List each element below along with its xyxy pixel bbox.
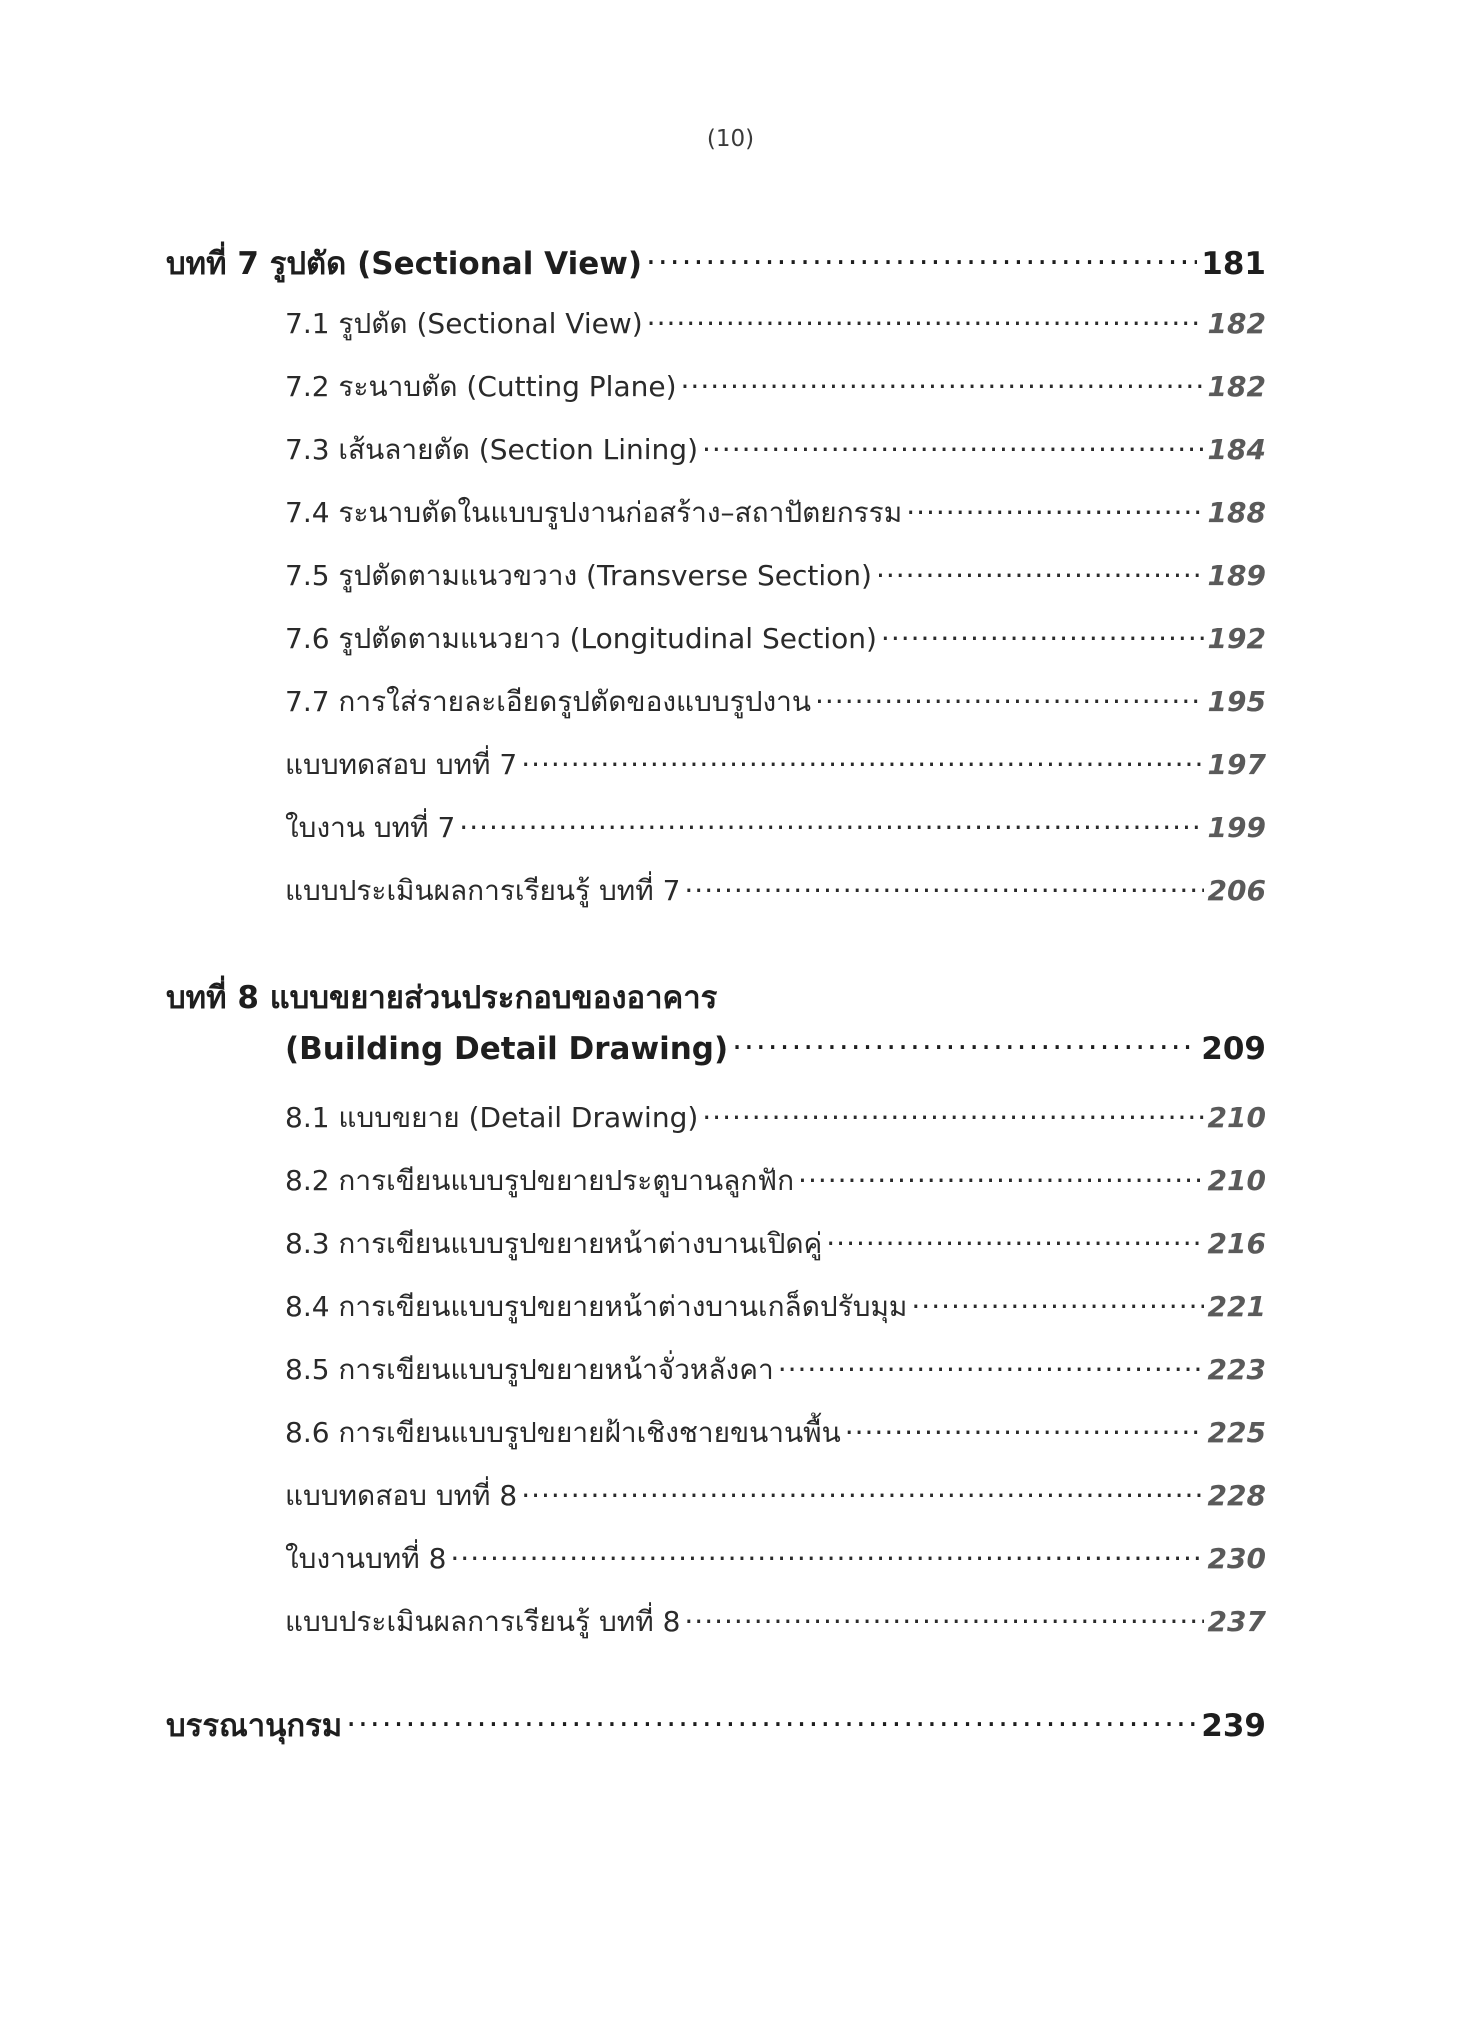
bibliography-heading[interactable] — [166, 1700, 1266, 1750]
entry-page: 206 — [1207, 874, 1266, 907]
entry-page: 199 — [1207, 811, 1266, 844]
entry-label: 8.1 แบบขยาย (Detail Drawing) — [285, 1101, 699, 1134]
bibliography-title: บรรณานุกรม — [166, 1708, 343, 1744]
toc-entry-8-6[interactable] — [285, 1411, 1266, 1455]
dot-leader — [881, 620, 1204, 648]
entry-page: 184 — [1207, 433, 1266, 466]
chapter-7-page: 181 — [1201, 246, 1266, 282]
entry-page: 182 — [1207, 370, 1266, 403]
toc-entry-8-4[interactable] — [285, 1285, 1266, 1329]
dot-leader — [876, 557, 1204, 585]
entry-page: 188 — [1207, 496, 1266, 529]
entry-label: แบบทดสอบ บทที่ 7 — [285, 748, 518, 781]
toc-entry-8-2[interactable] — [285, 1159, 1266, 1203]
toc-entry-8-3[interactable] — [285, 1222, 1266, 1266]
dot-leader — [684, 1603, 1203, 1631]
entry-page: 189 — [1207, 559, 1266, 592]
entry-label: 8.2 การเขียนแบบรูปขยายประตูบานลูกฟัก — [285, 1164, 795, 1197]
dot-leader — [702, 1099, 1203, 1127]
toc-entry-7-3[interactable] — [285, 428, 1266, 472]
entry-page: 228 — [1207, 1479, 1266, 1512]
entry-label: ใบงานบทที่ 8 — [285, 1542, 447, 1575]
entry-page: 210 — [1207, 1164, 1266, 1197]
toc-entry-7-2[interactable] — [285, 365, 1266, 409]
entry-page: 210 — [1207, 1101, 1266, 1134]
entry-page: 216 — [1207, 1227, 1266, 1260]
entry-label: แบบทดสอบ บทที่ 8 — [285, 1479, 518, 1512]
dot-leader — [845, 1414, 1204, 1442]
dot-leader — [798, 1162, 1204, 1190]
entry-label: 7.3 เส้นลายตัด (Section Lining) — [285, 433, 698, 466]
entry-label: 8.4 การเขียนแบบรูปขยายหน้าต่างบานเกล็ดปรับมุม — [285, 1290, 908, 1323]
toc-entry-8-worksheet[interactable] — [285, 1537, 1266, 1581]
entry-page: 197 — [1207, 748, 1266, 781]
dot-leader — [684, 872, 1203, 900]
entry-page: 221 — [1207, 1290, 1266, 1323]
dot-leader — [459, 809, 1203, 837]
toc-entry-7-6[interactable] — [285, 617, 1266, 661]
toc-entry-7-7[interactable] — [285, 680, 1266, 724]
chapter-7-title: บทที่ 7 รูปตัด (Sectional View) — [166, 246, 643, 282]
toc-entry-7-worksheet[interactable] — [285, 806, 1266, 850]
entry-page: 182 — [1207, 307, 1266, 340]
entry-label: แบบประเมินผลการเรียนรู้ บทที่ 7 — [285, 874, 681, 907]
entry-label: 7.5 รูปตัดตามแนวขวาง (Transverse Section) — [285, 559, 872, 592]
entry-label: 7.6 รูปตัดตามแนวยาว (Longitudinal Section) — [285, 622, 877, 655]
dot-leader — [815, 683, 1204, 711]
entry-page: 192 — [1207, 622, 1266, 655]
dot-leader — [778, 1351, 1204, 1379]
dot-leader — [732, 1028, 1197, 1059]
entry-label: 8.3 การเขียนแบบรูปขยายหน้าต่างบานเปิดคู่ — [285, 1227, 823, 1260]
dot-leader — [681, 368, 1204, 396]
dot-leader — [450, 1540, 1203, 1568]
chapter-7-heading[interactable] — [166, 238, 1266, 288]
dot-leader — [647, 305, 1204, 333]
toc-entry-8-1[interactable] — [285, 1096, 1266, 1140]
dot-leader — [826, 1225, 1203, 1253]
bibliography-page: 239 — [1201, 1708, 1266, 1744]
toc-entry-7-1[interactable] — [285, 302, 1266, 346]
toc-entry-7-test[interactable] — [285, 743, 1266, 787]
entry-page: 230 — [1207, 1542, 1266, 1575]
entry-page: 225 — [1207, 1416, 1266, 1449]
entry-label: 8.5 การเขียนแบบรูปขยายหน้าจั่วหลังคา — [285, 1353, 774, 1386]
entry-label: ใบงาน บทที่ 7 — [285, 811, 456, 844]
dot-leader — [646, 243, 1197, 274]
page-number: (10) — [706, 126, 755, 152]
dot-leader — [702, 431, 1204, 459]
chapter-8-page: 209 — [1201, 1031, 1266, 1067]
toc-entry-8-evaluation[interactable] — [285, 1600, 1266, 1644]
toc-entry-8-5[interactable] — [285, 1348, 1266, 1392]
dot-leader — [906, 494, 1203, 522]
toc-entry-7-evaluation[interactable] — [285, 869, 1266, 913]
entry-page: 237 — [1207, 1605, 1266, 1638]
toc-entry-7-5[interactable] — [285, 554, 1266, 598]
chapter-8-title-line1[interactable]: บทที่ 8 แบบขยายส่วนประกอบของอาคาร — [166, 980, 718, 1016]
chapter-8-heading[interactable] — [285, 1028, 1266, 1067]
toc-entry-7-4[interactable] — [285, 491, 1266, 535]
toc-entry-8-test[interactable] — [285, 1474, 1266, 1518]
entry-label: แบบประเมินผลการเรียนรู้ บทที่ 8 — [285, 1605, 681, 1638]
dot-leader — [521, 1477, 1203, 1505]
dot-leader — [521, 746, 1203, 774]
chapter-8-title-line2: (Building Detail Drawing) — [285, 1031, 729, 1067]
dot-leader — [911, 1288, 1203, 1316]
entry-page: 195 — [1207, 685, 1266, 718]
entry-page: 223 — [1207, 1353, 1266, 1386]
entry-label: 7.1 รูปตัด (Sectional View) — [285, 307, 643, 340]
dot-leader — [346, 1705, 1197, 1736]
entry-label: 7.7 การใส่รายละเอียดรูปตัดของแบบรูปงาน — [285, 685, 811, 718]
entry-label: 7.2 ระนาบตัด (Cutting Plane) — [285, 370, 677, 403]
entry-label: 8.6 การเขียนแบบรูปขยายฝ้าเชิงชายขนานพื้น — [285, 1416, 841, 1449]
entry-label: 7.4 ระนาบตัดในแบบรูปงานก่อสร้าง–สถาปัตยกรรม — [285, 496, 903, 529]
